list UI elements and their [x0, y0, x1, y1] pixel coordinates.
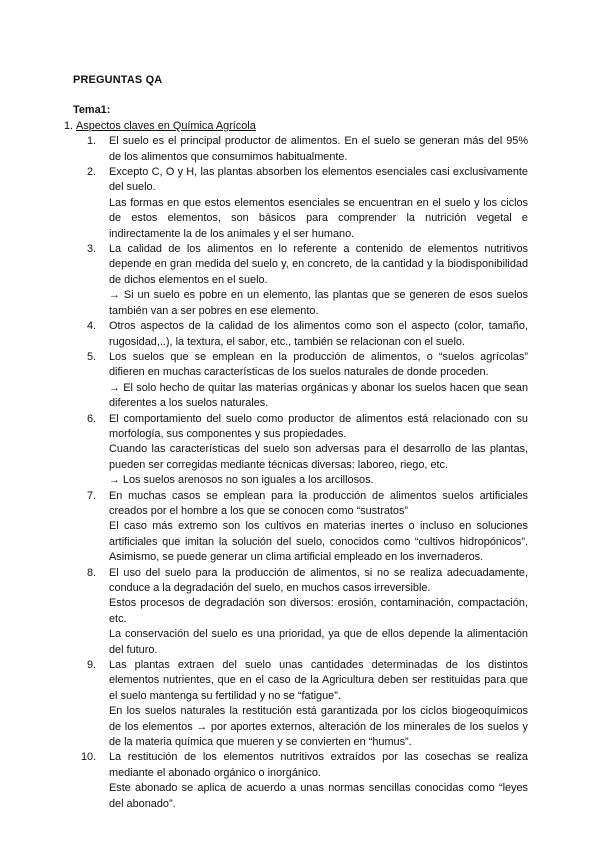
list-item-paragraph: → El solo hecho de quitar las materias orgánicas y abonar los suelos hacen que sean diferentes a los suelos naturales. — [109, 381, 528, 410]
list-item — [73, 489, 528, 566]
list-item-paragraph: Excepto C, O y H, las plantas absorben los elementos esenciales casi exclusivamente del suelo. — [109, 166, 528, 194]
list-item — [73, 750, 528, 812]
list-item-paragraph: El caso más extremo son los cultivos en materias inertes o incluso en soluciones artificiales que imitan la solución del suelo, conocidos como “cultivos hidropónicos”. Asimismo, se puede generar un clima artificial empleado en los invernaderos. — [109, 520, 528, 564]
list-item-paragraph: La restitución de los elementos nutritivos extraídos por las cosechas se realiza mediante el abonado orgánico o inorgánico. — [109, 751, 528, 779]
list-item-paragraph: Estos procesos de degradación son diversos: erosión, contaminación, compactación, etc. — [109, 597, 528, 625]
list-item-paragraph: Otros aspectos de la calidad de los alimentos como son el aspecto (color, tamaño, rugosidad,..), la textura, el sabor, etc., también se relacionan con el suelo. — [109, 320, 528, 348]
numbered-list — [73, 134, 528, 812]
list-item-paragraph: La calidad de los alimentos en lo referente a contenido de elementos nutritivos depende en gran medida del suelo y, en concreto, de la cantidad y la biodisponibilidad de dichos elementos en el suelo. — [109, 243, 528, 286]
list-item — [73, 319, 528, 350]
list-item-number: 4. — [87, 320, 97, 333]
list-item-number: 3. — [87, 243, 97, 256]
list-item — [73, 566, 528, 658]
list-item — [73, 350, 528, 412]
section-number: 1. — [64, 119, 74, 132]
list-item-number: 10. — [81, 751, 97, 764]
list-item — [73, 242, 528, 319]
document-title: PREGUNTAS QA — [73, 74, 163, 86]
list-item — [73, 412, 528, 489]
list-item-number: 9. — [87, 659, 97, 672]
document-content — [64, 73, 528, 812]
list-item-number: 1. — [87, 135, 97, 148]
list-item-paragraph: En muchas casos se emplean para la producción de alimentos suelos artificiales creados por el hombre a los que se conocen como “sustratos” — [109, 489, 528, 517]
list-item-paragraph: La conservación del suelo es una prioridad, ya que de ellos depende la alimentación del futuro. — [109, 628, 528, 656]
list-item — [73, 134, 528, 165]
list-item — [73, 658, 528, 750]
list-item-paragraph: El comportamiento del suelo como productor de alimentos está relacionado con su morfología, sus componentes y sus propiedades. — [109, 412, 528, 440]
section-heading — [64, 119, 528, 134]
list-item-paragraph: Las plantas extraen del suelo unas cantidades determinadas de los distintos elementos nutrientes, que en el caso de la Agricultura deben ser restituidas para que el suelo mantenga su fertilidad y no se “fatigue”. — [109, 659, 528, 702]
list-item — [73, 165, 528, 242]
list-item-number: 5. — [87, 350, 97, 363]
list-item-paragraph: Los suelos que se emplean en la producción de alimentos, o “suelos agrícolas” difieren en muchas características de los suelos naturales de donde proceden. — [109, 350, 528, 379]
list-item-paragraph: Este abonado se aplica de acuerdo a unas normas sencillas conocidas como “leyes del abonado”. — [109, 782, 528, 810]
list-item-paragraph: Cuando las características del suelo son adversas para el desarrollo de las plantas, pueden ser corregidas mediante técnicas diversas: laboreo, riego, etc. — [109, 443, 528, 471]
list-item-paragraph: El uso del suelo para la producción de alimentos, si no se realiza adecuadamente, conduce a la degradación del suelo, en muchos casos irreversible. — [109, 566, 528, 594]
list-item-number: 7. — [87, 489, 97, 502]
list-item-paragraph: El suelo es el principal productor de alimentos. En el suelo se generan más del 95% de los alimentos que consumimos habitualmente. — [109, 135, 528, 163]
list-item-paragraph: → Si un suelo es pobre en un elemento, las plantas que se generen de esos suelos también van a ser pobres en ese elemento. — [109, 289, 528, 317]
section-title: Aspectos claves en Química Agrícola — [76, 119, 256, 132]
list-item-number: 8. — [87, 566, 97, 579]
list-item-number: 2. — [87, 166, 97, 179]
list-item-paragraph: → Los suelos arenosos no son iguales a los arcillosos. — [109, 474, 374, 487]
list-item-number: 6. — [87, 412, 97, 425]
list-item-paragraph: Las formas en que estos elementos esenciales se encuentran en el suelo y los ciclos de estos elementos, son básicos para comprender la nutrición vegetal e indirectamente la de los animales y el ser humano. — [109, 196, 528, 240]
topic-heading: Tema1: — [73, 104, 111, 117]
list-item-paragraph: En los suelos naturales la restitución está garantizada por los ciclos biogeoquímicos de los elementos → por aportes externos, alteración de los minerales de los suelos y de la materia química que mueren y se convierten en “humus”. — [109, 705, 528, 749]
